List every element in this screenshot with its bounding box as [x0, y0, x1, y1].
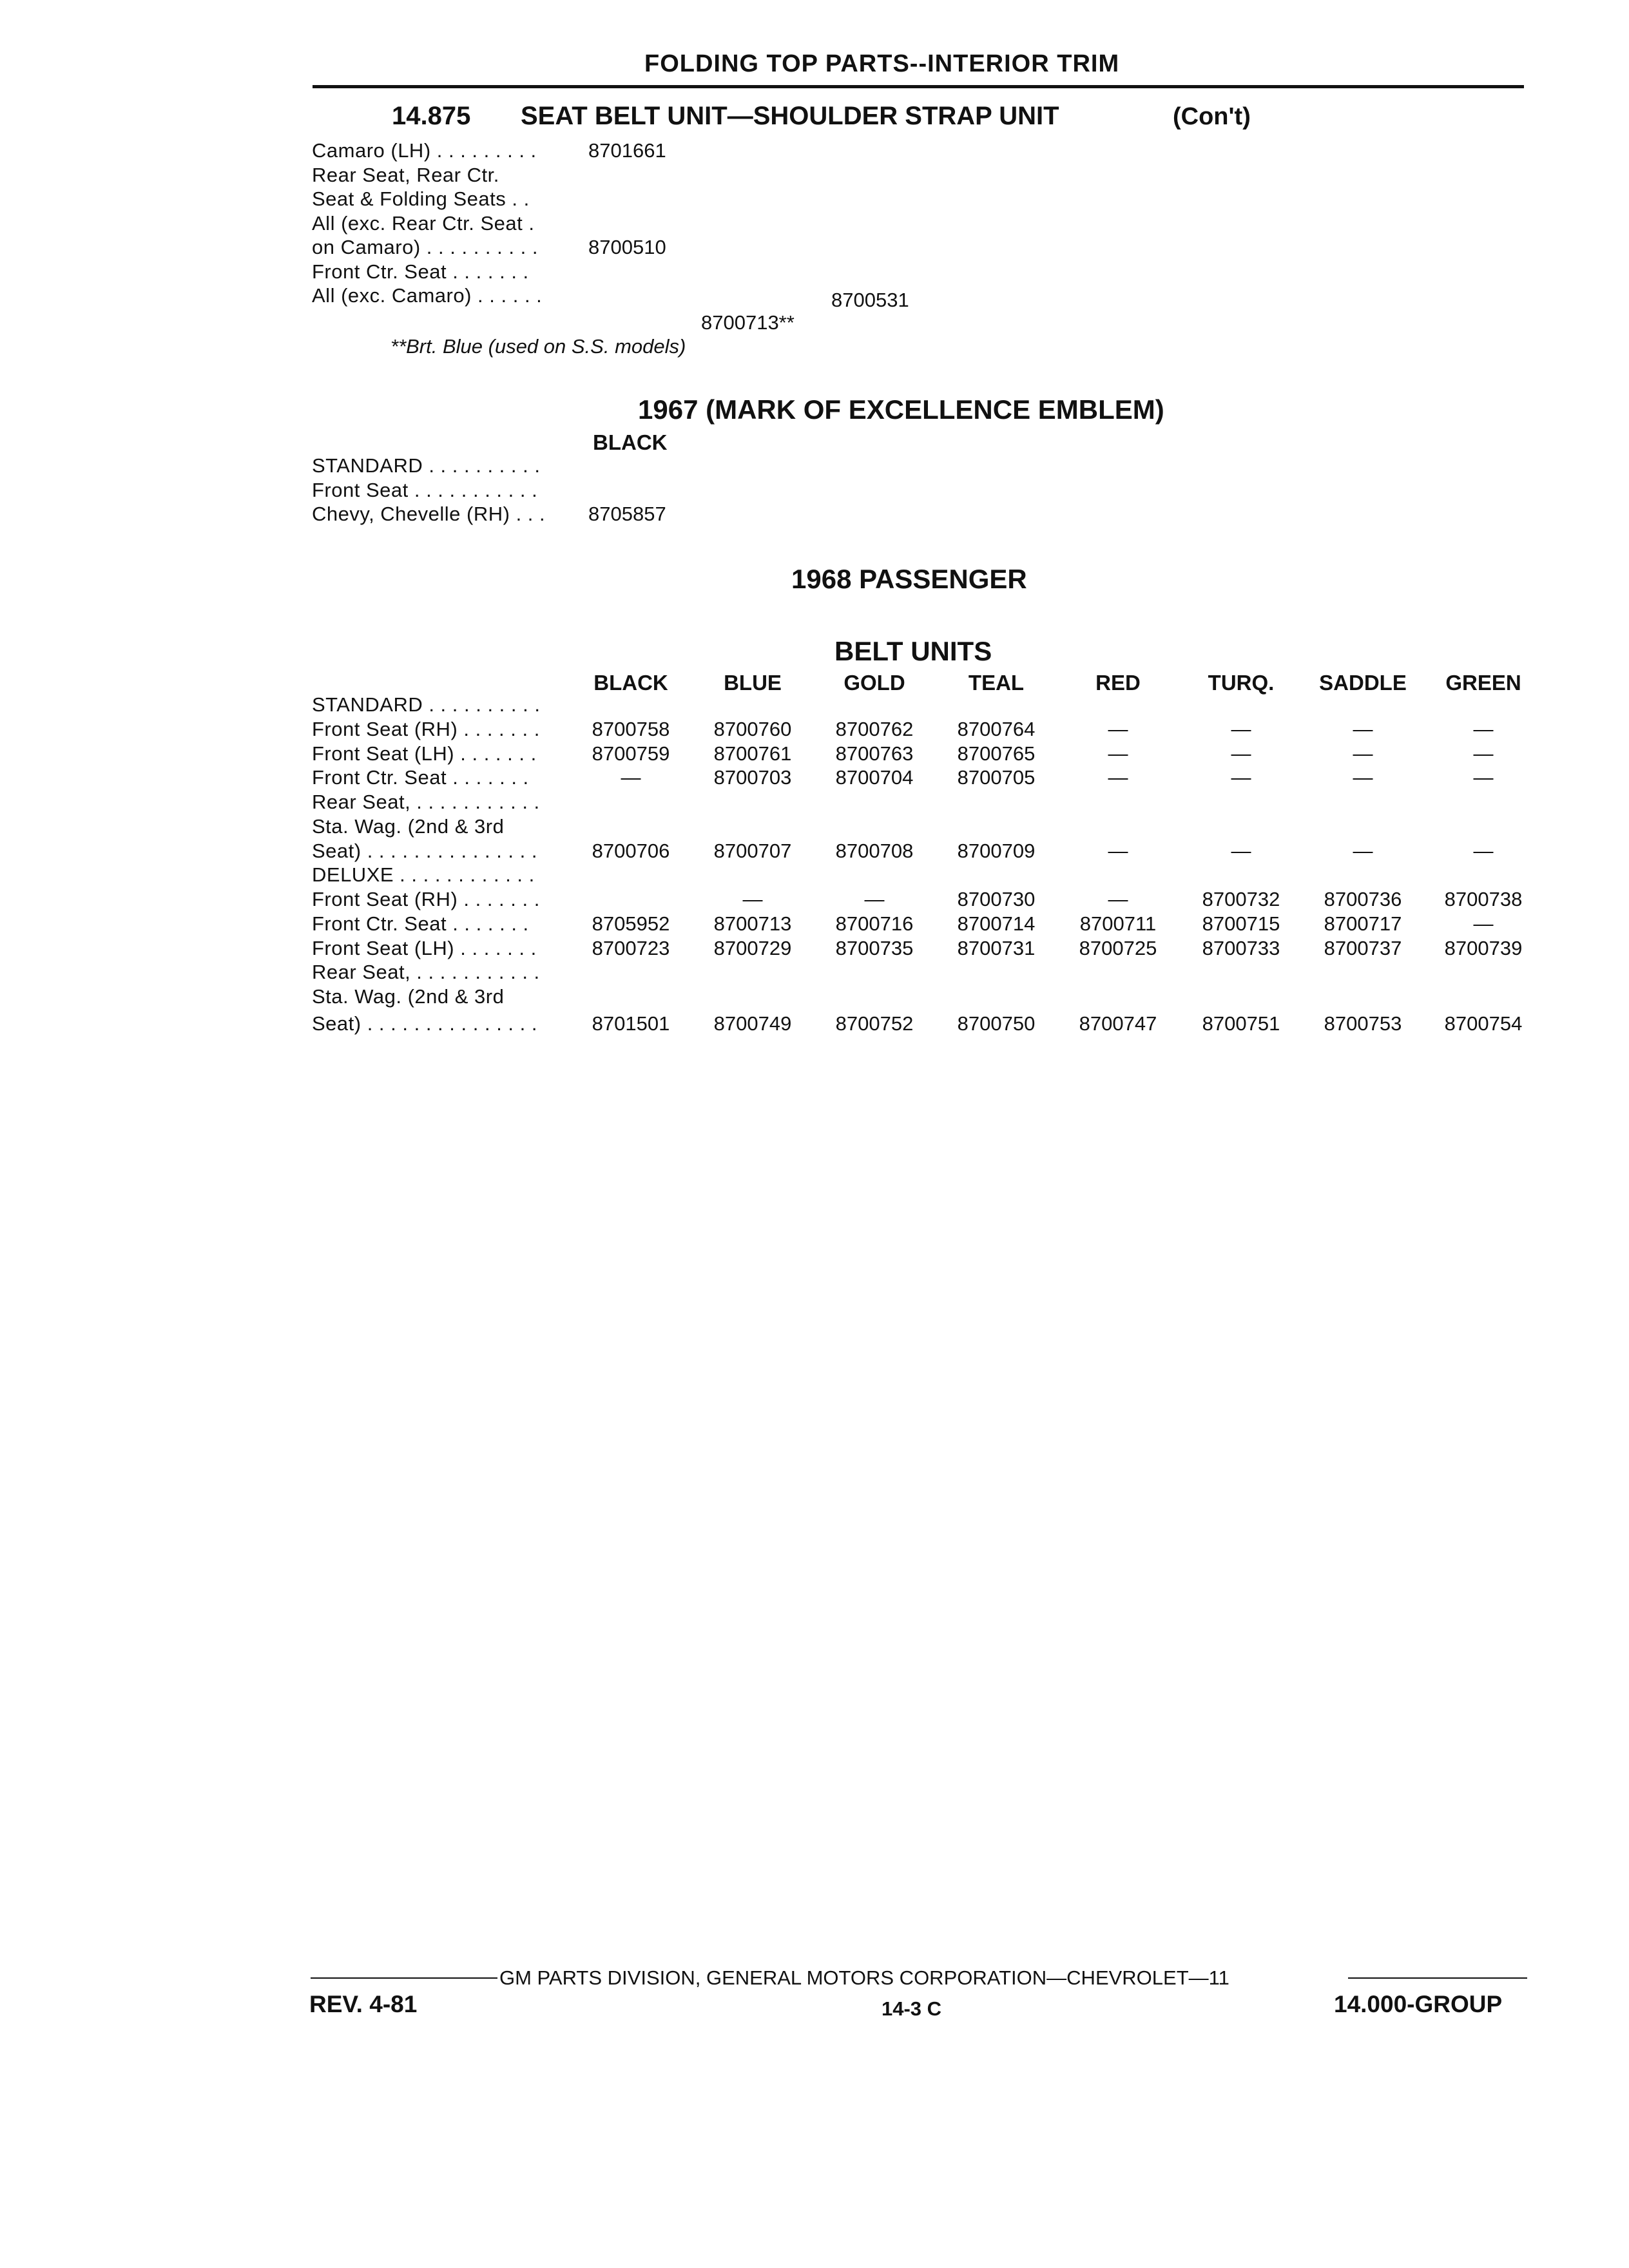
part-number-cell: 8700751: [1202, 1012, 1280, 1035]
row-label: STANDARD . . . . . . . . . .: [312, 693, 541, 716]
part-number-cell: 8700704: [835, 766, 914, 789]
not-available-dash: —: [621, 766, 641, 789]
row-label: Front Ctr. Seat . . . . . . .: [312, 260, 529, 283]
row-label: Rear Seat, . . . . . . . . . . .: [312, 961, 540, 983]
not-available-dash: —: [1108, 742, 1128, 765]
row-label: Sta. Wag. (2nd & 3rd: [312, 815, 505, 838]
part-number-cell: 8700736: [1324, 888, 1402, 910]
part-number-cell: 8700717: [1324, 912, 1402, 935]
part-number-cell: 8700739: [1444, 937, 1523, 959]
part-number: 8705857: [588, 503, 666, 525]
part-number-cell: 8700729: [713, 937, 792, 959]
part-number-cell: 8700758: [592, 718, 670, 740]
part-number-cell: 8700737: [1324, 937, 1402, 959]
not-available-dash: —: [1231, 742, 1251, 765]
row-label: Sta. Wag. (2nd & 3rd: [312, 985, 505, 1008]
footer-corporation: GM PARTS DIVISION, GENERAL MOTORS CORPORATION—CHEVROLET—11: [499, 1966, 1229, 1989]
not-available-dash: —: [742, 888, 763, 910]
part-number-cell: 8700725: [1079, 937, 1157, 959]
passenger-1968-heading: 1968 PASSENGER: [791, 564, 1027, 594]
part-number-cell: 8700750: [957, 1012, 1036, 1035]
part-number-cell: 8700705: [957, 766, 1036, 789]
header-rule: [313, 85, 1524, 88]
row-label: Front Seat (RH) . . . . . . .: [312, 888, 540, 910]
revision: REV. 4-81: [309, 1991, 418, 2017]
row-label: Seat) . . . . . . . . . . . . . . .: [312, 1012, 537, 1035]
not-available-dash: —: [864, 888, 885, 910]
footnoted-part-number: 8700713**: [701, 311, 795, 334]
part-number-cell: 8700754: [1444, 1012, 1523, 1035]
part-number-cell: 8700709: [957, 840, 1036, 862]
part-number-cell: 8700760: [713, 718, 792, 740]
part-number: 8701661: [588, 139, 666, 162]
not-available-dash: —: [1231, 840, 1251, 862]
row-label: Front Seat (RH) . . . . . . .: [312, 718, 540, 740]
emblem-1967-heading: 1967 (MARK OF EXCELLENCE EMBLEM): [638, 394, 1164, 425]
not-available-dash: —: [1231, 766, 1251, 789]
part-number-cell: 8700715: [1202, 912, 1280, 935]
part-number-cell: 8700762: [835, 718, 914, 740]
belt-units-heading: BELT UNITS: [834, 636, 992, 666]
page-header-title: FOLDING TOP PARTS--INTERIOR TRIM: [644, 50, 1120, 77]
part-number-cell: 8700747: [1079, 1012, 1157, 1035]
row-label: Seat & Folding Seats . .: [312, 187, 530, 210]
part-number-cell: 8700752: [835, 1012, 914, 1035]
not-available-dash: —: [1108, 840, 1128, 862]
row-label: on Camaro) . . . . . . . . . .: [312, 236, 538, 258]
part-number-cell: 8700738: [1444, 888, 1523, 910]
not-available-dash: —: [1353, 742, 1373, 765]
row-label: All (exc. Camaro) . . . . . .: [312, 284, 543, 307]
part-number-cell: 8700706: [592, 840, 670, 862]
part-number-cell: 8700764: [957, 718, 1036, 740]
part-number-cell: 8700708: [835, 840, 914, 862]
part-number: 8700510: [588, 236, 666, 258]
footnote: **Brt. Blue (used on S.S. models): [390, 335, 686, 358]
section-number: 14.875: [392, 102, 471, 130]
part-number-cell: 8700763: [835, 742, 914, 765]
part-number-cell: 8700703: [713, 766, 792, 789]
part-number-cell: 8700753: [1324, 1012, 1402, 1035]
part-number-cell: 8700732: [1202, 888, 1280, 910]
part-number-cell: 8700735: [835, 937, 914, 959]
column-header: RED: [1095, 671, 1141, 695]
part-number-cell: 8700716: [835, 912, 914, 935]
part-number-cell: 8700723: [592, 937, 670, 959]
not-available-dash: —: [1108, 888, 1128, 910]
row-label: Front Seat . . . . . . . . . . .: [312, 479, 538, 501]
not-available-dash: —: [1473, 742, 1494, 765]
column-header-black: BLACK: [593, 430, 668, 454]
not-available-dash: —: [1473, 912, 1494, 935]
page-number: 14-3 C: [882, 1997, 942, 2020]
not-available-dash: —: [1353, 766, 1373, 789]
footer-rule-left: [311, 1977, 497, 1979]
part-number-cell: 8700733: [1202, 937, 1280, 959]
part-number-cell: 8700761: [713, 742, 792, 765]
row-label: All (exc. Rear Ctr. Seat .: [312, 212, 535, 235]
row-label: Rear Seat, . . . . . . . . . . .: [312, 791, 540, 813]
row-label: Front Ctr. Seat . . . . . . .: [312, 912, 529, 935]
column-header: TEAL: [968, 671, 1025, 695]
row-label: DELUXE . . . . . . . . . . . .: [312, 863, 535, 886]
row-label: Front Seat (LH) . . . . . . .: [312, 937, 537, 959]
part-number: 8700531: [831, 289, 909, 311]
column-header: SADDLE: [1319, 671, 1407, 695]
not-available-dash: —: [1473, 766, 1494, 789]
part-number-cell: 8700765: [957, 742, 1036, 765]
part-number-cell: 8700759: [592, 742, 670, 765]
not-available-dash: —: [1473, 840, 1494, 862]
row-label: Front Seat (LH) . . . . . . .: [312, 742, 537, 765]
part-number-cell: 8700730: [957, 888, 1036, 910]
not-available-dash: —: [1353, 840, 1373, 862]
row-label: Camaro (LH) . . . . . . . . .: [312, 139, 537, 162]
column-header: TURQ.: [1208, 671, 1275, 695]
part-number-cell: 8700749: [713, 1012, 792, 1035]
group-number: 14.000-GROUP: [1334, 1991, 1503, 2017]
row-label: Seat) . . . . . . . . . . . . . . .: [312, 840, 537, 862]
not-available-dash: —: [1353, 718, 1373, 740]
footer-rule-right: [1348, 1977, 1527, 1979]
not-available-dash: —: [1231, 718, 1251, 740]
section-continued: (Con't): [1173, 103, 1251, 130]
column-header: BLUE: [724, 671, 782, 695]
part-number-cell: 8700713: [713, 912, 792, 935]
row-label: STANDARD . . . . . . . . . .: [312, 454, 541, 477]
row-label: Rear Seat, Rear Ctr.: [312, 164, 499, 186]
not-available-dash: —: [1108, 766, 1128, 789]
part-number-cell: 8701501: [592, 1012, 670, 1035]
column-header: GREEN: [1445, 671, 1521, 695]
part-number-cell: 8705952: [592, 912, 670, 935]
part-number-cell: 8700707: [713, 840, 792, 862]
not-available-dash: —: [1473, 718, 1494, 740]
column-header: BLACK: [593, 671, 668, 695]
not-available-dash: —: [1108, 718, 1128, 740]
row-label: Front Ctr. Seat . . . . . . .: [312, 766, 529, 789]
part-number-cell: 8700711: [1079, 912, 1157, 935]
column-header: GOLD: [843, 671, 905, 695]
row-label: Chevy, Chevelle (RH) . . .: [312, 503, 546, 525]
section-title: SEAT BELT UNIT—SHOULDER STRAP UNIT: [521, 102, 1059, 130]
part-number-cell: 8700714: [957, 912, 1036, 935]
part-number-cell: 8700731: [957, 937, 1036, 959]
